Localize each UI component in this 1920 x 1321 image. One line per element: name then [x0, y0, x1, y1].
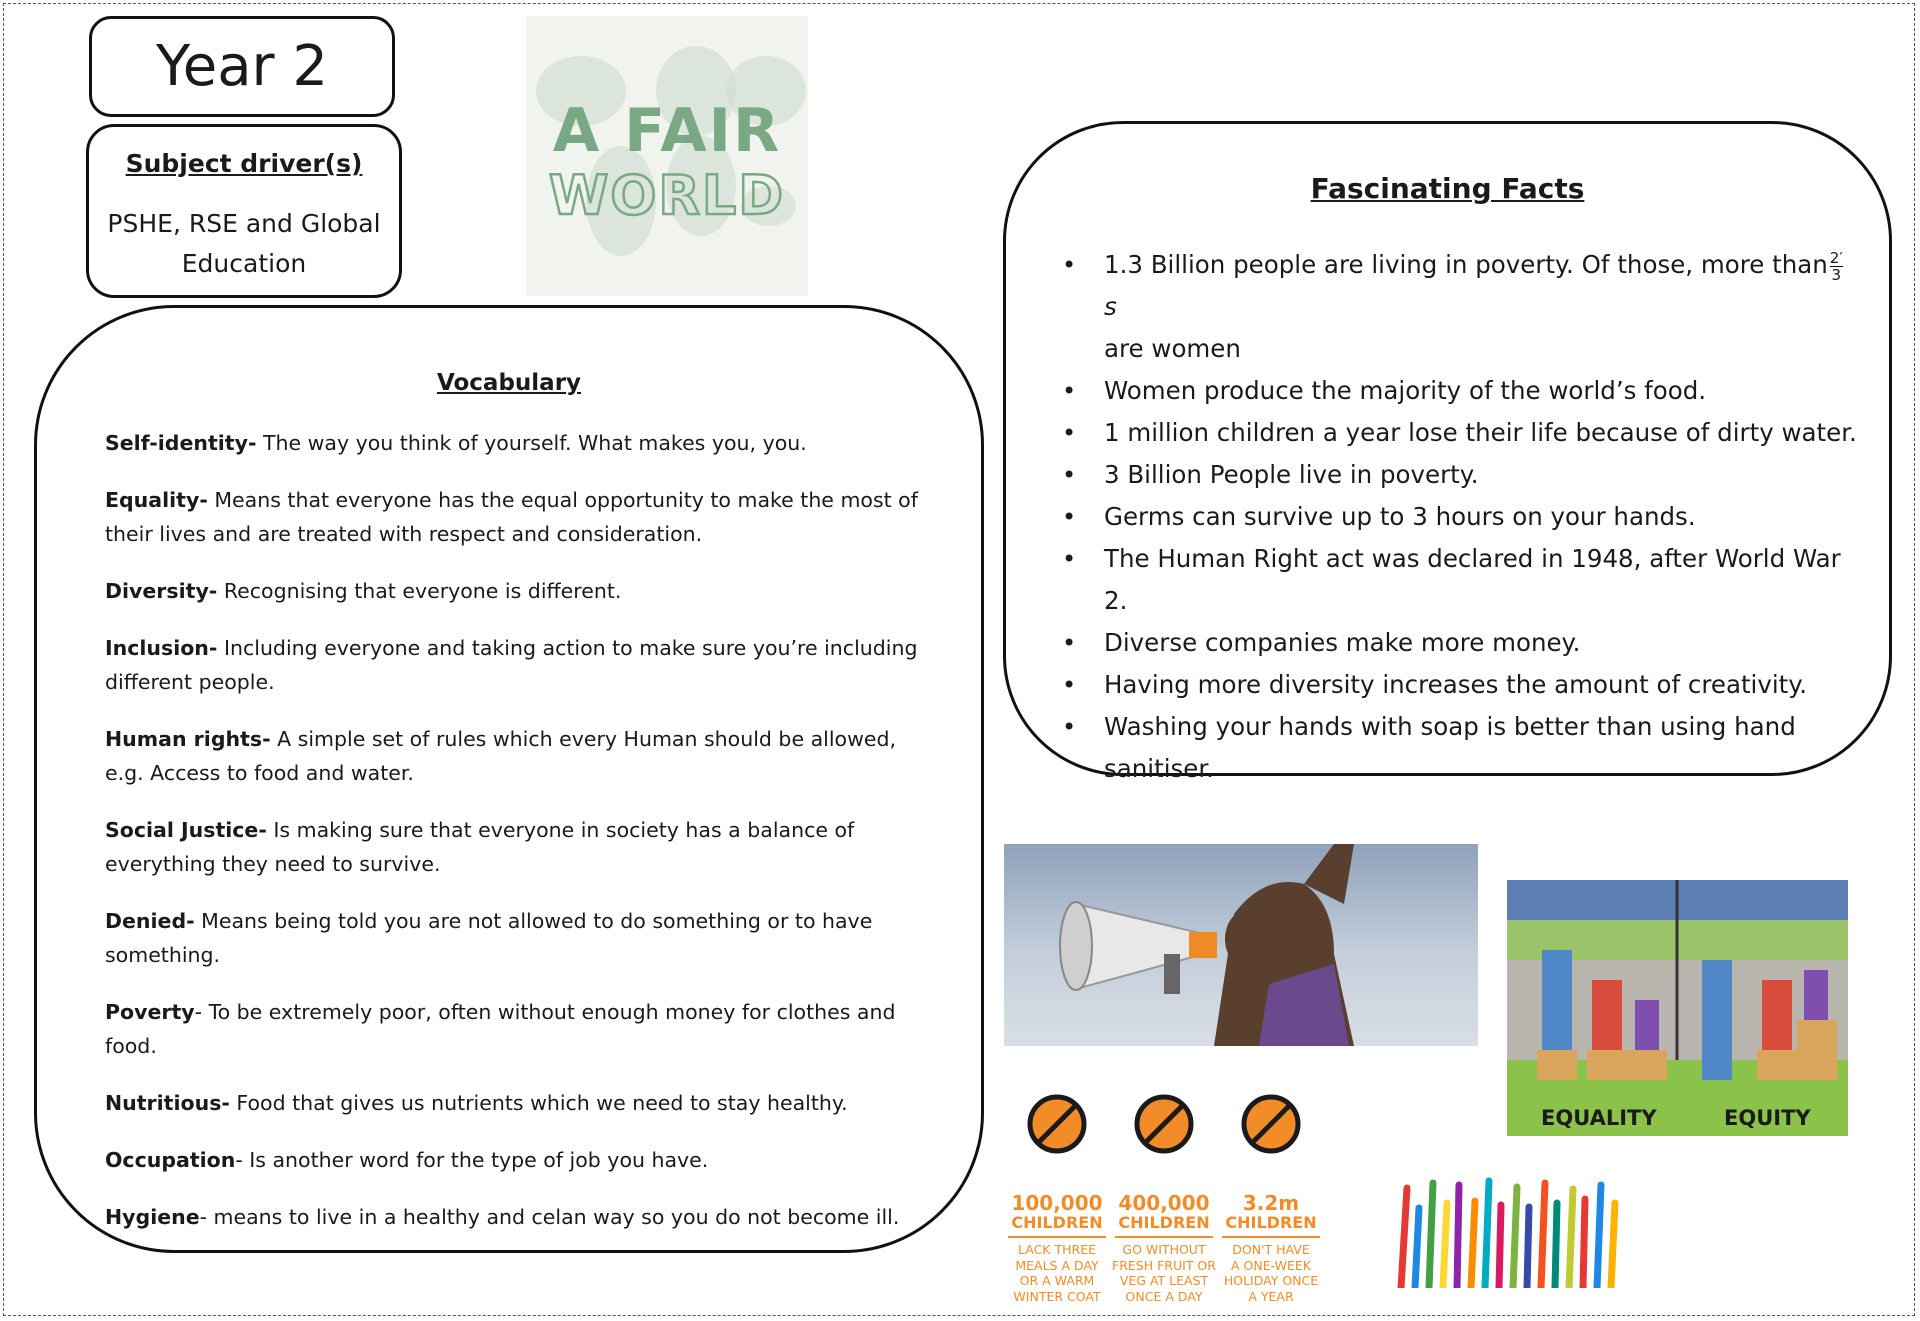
megaphone-photo [1004, 844, 1478, 1046]
fact-item: • Germs can survive up to 3 hours on your hands. [1062, 496, 1862, 538]
no-food-icon [1025, 1092, 1089, 1156]
stat-subject: CHILDREN [1118, 1213, 1210, 1232]
fact-item: • Washing your hands with soap is better than using hand sanitiser. [1062, 706, 1862, 790]
fact-item: • 1 million children a year lose their life because of dirty water. [1062, 412, 1862, 454]
vocab-item: Diversity- Recognising that everyone is different. [105, 579, 622, 603]
vocab-item: Equality- Means that everyone has the equal opportunity to make the most of their lives and are treated with respect and consideration. [105, 488, 918, 546]
megaphone-illustration [1004, 844, 1478, 1046]
year-title: Year 2 [156, 34, 328, 99]
fact-item: • Women produce the majority of the world’s food. [1062, 370, 1862, 412]
equity-label: EQUITY [1724, 1106, 1811, 1130]
stat-number: 100,000 [1011, 1191, 1103, 1215]
equality-equity-image [1507, 880, 1848, 1136]
vocab-item: Self-identity- The way you think of yourself. What makes you, you. [105, 431, 807, 455]
raised-hands-image [1393, 1173, 1623, 1288]
vocabulary-list [105, 426, 935, 1257]
stat-divider [1115, 1236, 1213, 1238]
year-box [89, 16, 395, 117]
stat-description: DON'T HAVE A ONE-WEEK HOLIDAY ONCE A YEAR [1223, 1242, 1319, 1304]
a-fair-text: A FAIR [552, 96, 782, 166]
vocabulary-box [34, 305, 984, 1253]
raised-hands-illustration [1393, 1173, 1623, 1288]
vocabulary-title: Vocabulary [436, 370, 582, 396]
subject-driver-title: Subject driver(s) [125, 149, 363, 178]
vocab-item: Social Justice- Is making sure that everyone in society has a balance of everything they need to survive. [105, 818, 855, 876]
stat-number: 400,000 [1118, 1191, 1210, 1215]
fact-item: • The Human Right act was declared in 1948, after World War 2. [1062, 538, 1862, 622]
vocab-item: Inclusion- Including everyone and taking action to make sure you’re including different people. [105, 636, 918, 694]
stat-subject: CHILDREN [1225, 1213, 1317, 1232]
vocab-item: Denied- Means being told you are not allowed to do something or to have something. [105, 909, 873, 967]
vocab-item: Nutritious- Food that gives us nutrients which we need to stay healthy. [105, 1091, 848, 1115]
subject-driver-text: PSHE, RSE and Global Education [107, 209, 381, 278]
a-fair-world-image [526, 16, 808, 296]
stat-subject: CHILDREN [1011, 1213, 1103, 1232]
no-fruit-icon [1132, 1092, 1196, 1156]
stat-number: 3.2m [1242, 1191, 1300, 1215]
vocab-item: Hygiene- means to live in a healthy and celan way so you do not become ill. [105, 1205, 900, 1229]
fascinating-facts-box [1003, 121, 1892, 783]
fact-item: • Diverse companies make more money. [1062, 622, 1862, 664]
facts-list [1062, 244, 1862, 790]
fact-item: • 3 Billion People live in poverty. [1062, 454, 1862, 496]
equality-label: EQUALITY [1541, 1106, 1657, 1130]
no-holiday-icon [1239, 1092, 1303, 1156]
vocab-item: Human rights- A simple set of rules which every Human should be allowed, e.g. Access to food and water. [105, 727, 896, 785]
fact-item: • 1.3 Billion people are living in poverty. Of those, more than $\frac{2'}{3}$ s are women [1062, 244, 1862, 370]
fraction: $\frac{2'}{3}$ [1829, 248, 1843, 284]
stat-description: LACK THREE MEALS A DAY OR A WARM WINTER COAT [1013, 1242, 1101, 1304]
world-text: WORLD [548, 164, 786, 227]
facts-title: Fascinating Facts [1310, 172, 1585, 205]
equality-equity-illustration [1507, 880, 1848, 1136]
stat-description: GO WITHOUT FRESH FRUIT OR VEG AT LEAST ONCE A DAY [1112, 1242, 1216, 1304]
stat-divider [1008, 1236, 1106, 1238]
child-poverty-stats [1004, 1090, 1334, 1310]
vocab-item: Occupation- Is another word for the type of job you have. [105, 1148, 709, 1172]
stat-divider [1222, 1236, 1320, 1238]
vocab-item: Poverty- To be extremely poor, often without enough money for clothes and food. [105, 1000, 896, 1058]
fact-item: • Having more diversity increases the amount of creativity. [1062, 664, 1862, 706]
subject-driver-box [86, 124, 402, 298]
